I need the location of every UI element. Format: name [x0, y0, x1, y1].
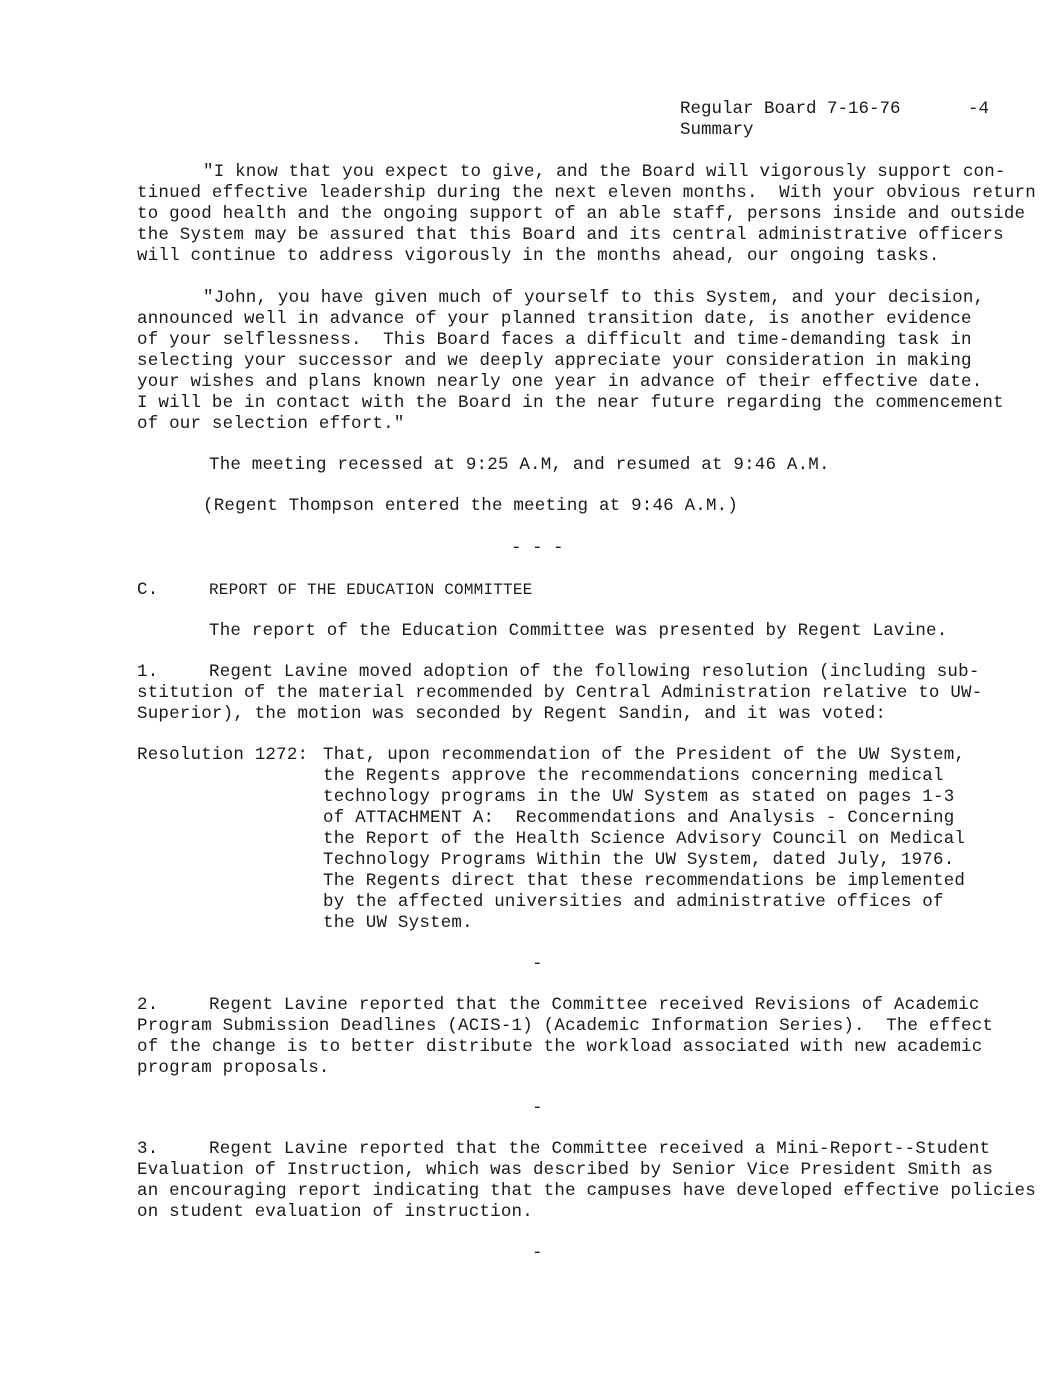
- resolution-line: the Regents approve the recommendations concerning medical: [323, 766, 944, 786]
- resolution-line: The Regents direct that these recommendations be implemented: [323, 871, 966, 891]
- paragraph-line: stitution of the material recommended by Central Administration relative to UW-: [137, 683, 983, 703]
- paragraph-line: your wishes and plans known nearly one year in advance of their effective date.: [137, 372, 983, 392]
- entered-note: (Regent Thompson entered the meeting at 9:46 A.M.): [203, 496, 739, 516]
- resolution-label: Resolution 1272:: [137, 745, 309, 765]
- paragraph-line: on student evaluation of instruction.: [137, 1202, 533, 1222]
- paragraph-line: I will be in contact with the Board in the near future regarding the commencement: [137, 393, 1004, 413]
- paragraph-line: announced well in advance of your planned transition date, is another evidence: [137, 309, 972, 329]
- paragraph-line: tinued effective leadership during the next eleven months. With your obvious return: [137, 183, 1036, 203]
- resolution-line: the Report of the Health Science Advisory Council on Medical: [323, 829, 966, 849]
- header-title: Regular Board 7-16-76: [680, 99, 901, 119]
- resolution-line: the UW System.: [323, 913, 473, 933]
- paragraph-line: the System may be assured that this Board and its central administrative officers: [137, 225, 1004, 245]
- item-number: 3.: [137, 1139, 159, 1159]
- paragraph-line: of our selection effort.": [137, 414, 405, 434]
- paragraph-line: Regent Lavine reported that the Committee received Revisions of Academic: [209, 995, 980, 1015]
- item-separator: -: [532, 1098, 543, 1118]
- paragraph-line: Regent Lavine reported that the Committee received a Mini-Report--Student: [209, 1139, 991, 1159]
- resolution-line: by the affected universities and administrative offices of: [323, 892, 944, 912]
- header-subtitle: Summary: [680, 120, 754, 140]
- section-intro: The report of the Education Committee was presented by Regent Lavine.: [209, 621, 948, 641]
- paragraph-line: "John, you have given much of yourself to this System, and your decision,: [203, 288, 985, 308]
- paragraph-line: Regent Lavine moved adoption of the following resolution (including sub-: [209, 662, 980, 682]
- paragraph-line: an encouraging report indicating that the campuses have developed effective policies: [137, 1181, 1036, 1201]
- resolution-line: technology programs in the UW System as stated on pages 1-3: [323, 787, 955, 807]
- item-number: 1.: [137, 662, 159, 682]
- resolution-line: of ATTACHMENT A: Recommendations and Analysis - Concerning: [323, 808, 955, 828]
- item-separator: -: [532, 1243, 543, 1263]
- item-separator: -: [532, 954, 543, 974]
- section-letter: C.: [137, 580, 159, 600]
- paragraph-line: program proposals.: [137, 1058, 330, 1078]
- resolution-line: That, upon recommendation of the President of the UW System,: [323, 745, 966, 765]
- paragraph-line: Program Submission Deadlines (ACIS-1) (Academic Information Series). The effect: [137, 1016, 994, 1036]
- resolution-line: Technology Programs Within the UW System, dated July, 1976.: [323, 850, 955, 870]
- section-separator: - - -: [511, 538, 564, 558]
- item-number: 2.: [137, 995, 159, 1015]
- paragraph-line: of the change is to better distribute the workload associated with new academic: [137, 1037, 983, 1057]
- section-heading: REPORT OF THE EDUCATION COMMITTEE: [209, 581, 533, 599]
- paragraph-line: Superior), the motion was seconded by Regent Sandin, and it was voted:: [137, 704, 887, 724]
- recess-note: The meeting recessed at 9:25 A.M, and resumed at 9:46 A.M.: [209, 455, 830, 475]
- paragraph-line: "I know that you expect to give, and the Board will vigorously support con-: [203, 162, 1006, 182]
- page-number: -4: [968, 99, 990, 119]
- paragraph-line: of your selflessness. This Board faces a difficult and time-demanding task in: [137, 330, 972, 350]
- paragraph-line: to good health and the ongoing support of an able staff, persons inside and outside: [137, 204, 1026, 224]
- paragraph-line: Evaluation of Instruction, which was described by Senior Vice President Smith as: [137, 1160, 994, 1180]
- paragraph-line: will continue to address vigorously in the months ahead, our ongoing tasks.: [137, 246, 940, 266]
- paragraph-line: selecting your successor and we deeply appreciate your consideration in making: [137, 351, 972, 371]
